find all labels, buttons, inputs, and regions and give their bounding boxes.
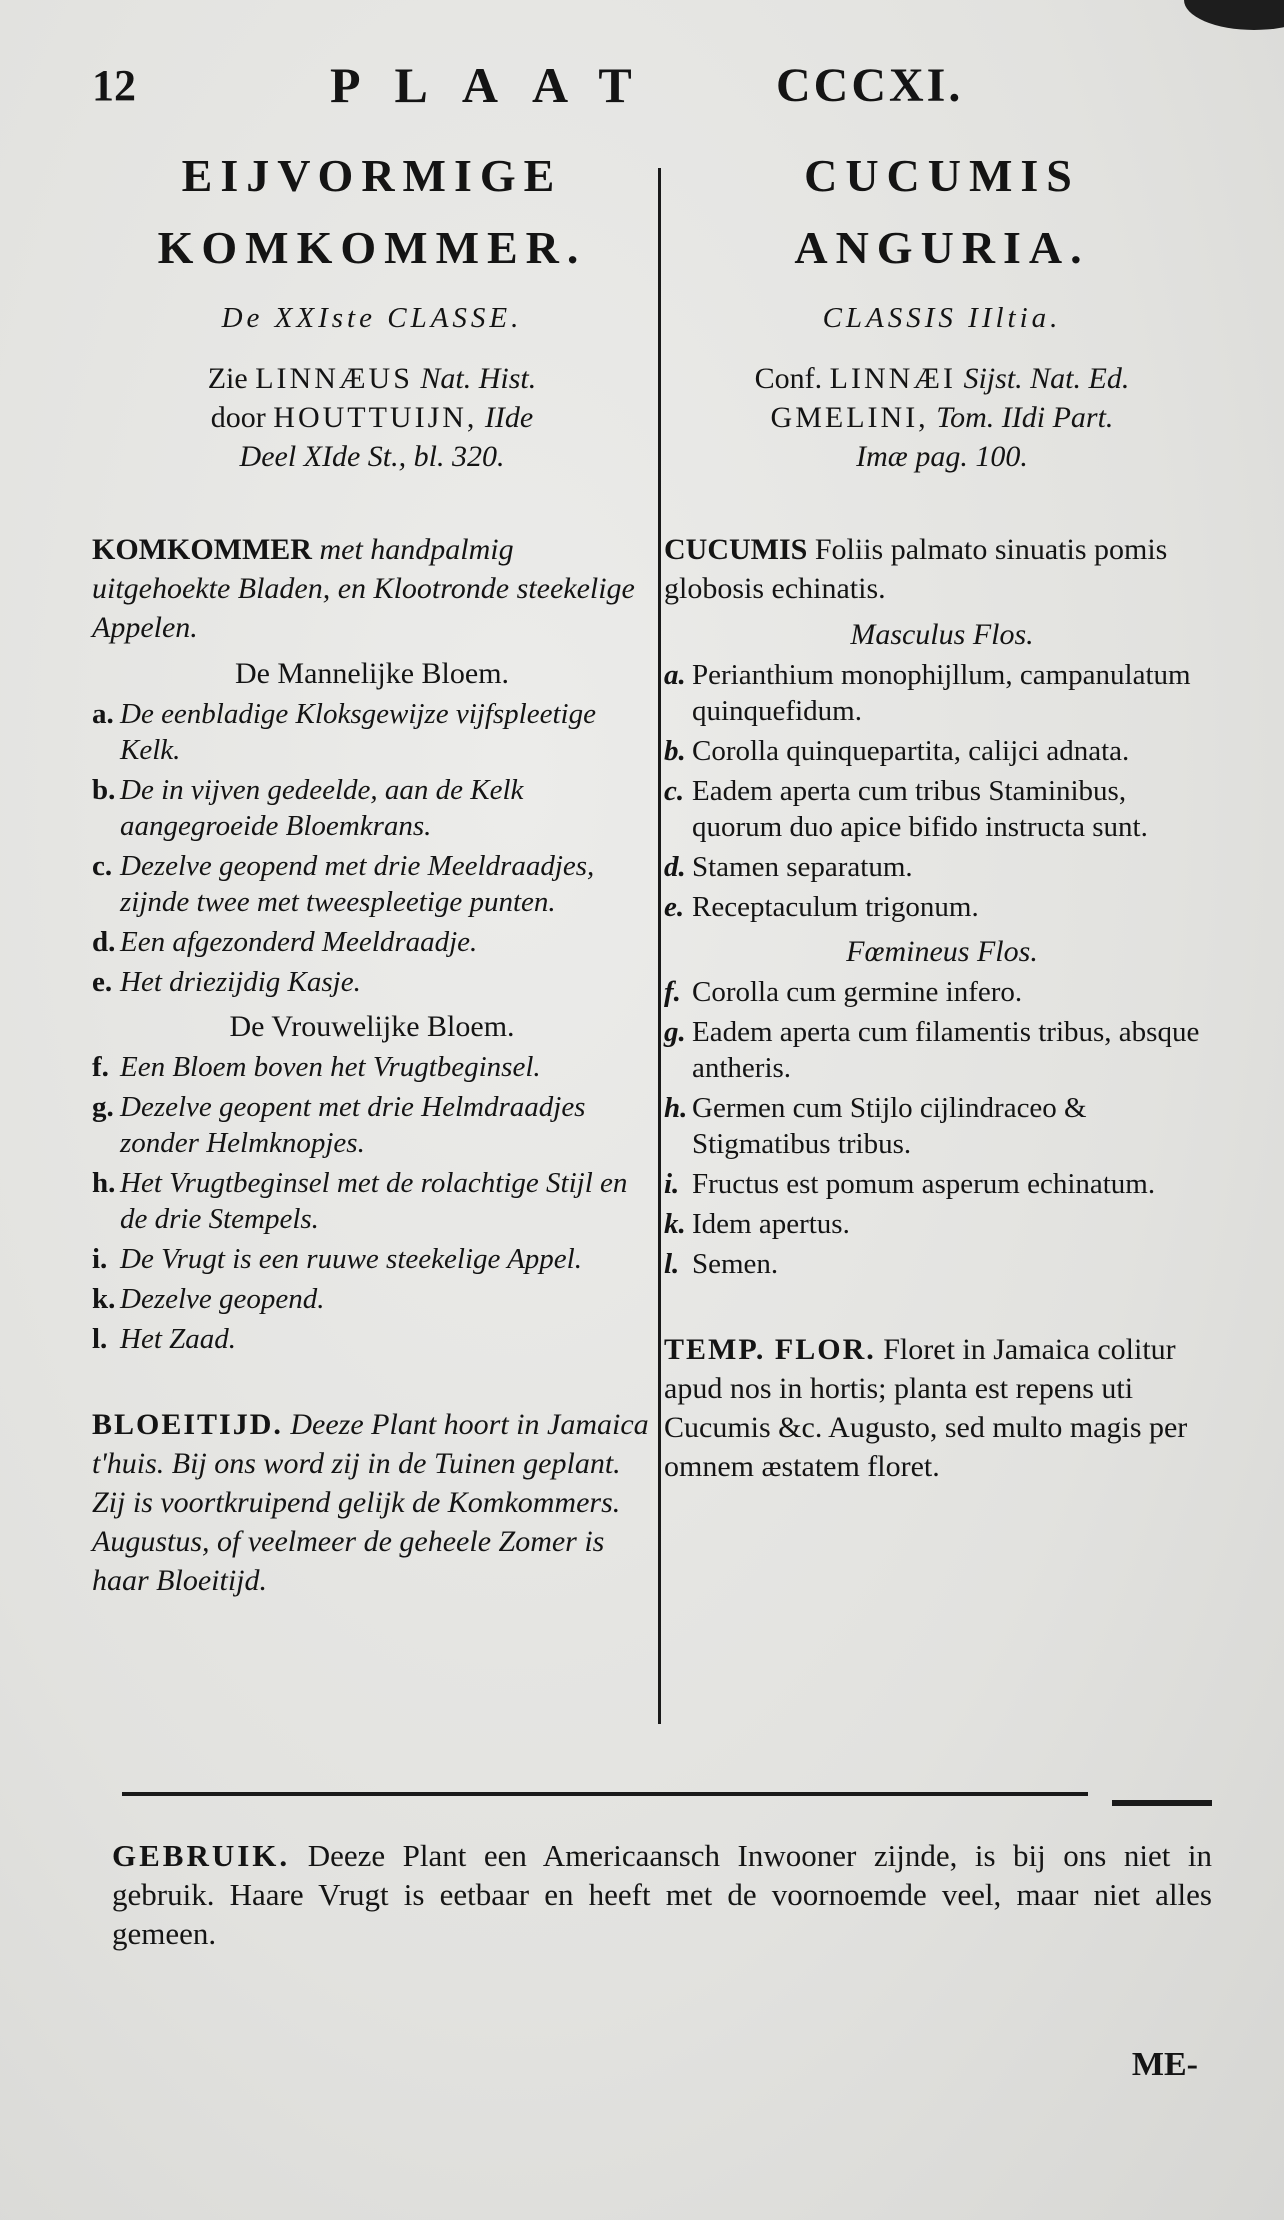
item-text: De eenbladige Kloksgewijze vijfspleetige Kelk. <box>120 698 596 766</box>
item-text: Germen cum Stijlo cijlindraceo & Stigmatibus tribus. <box>692 1092 1087 1160</box>
item-text: Eadem aperta cum filamentis tribus, absque antheris. <box>692 1016 1200 1084</box>
item-letter: d. <box>664 851 686 883</box>
item-text: Idem apertus. <box>692 1208 850 1240</box>
item-text: Dezelve geopent met drie Helmdraadjes zonder Helmknopjes. <box>120 1091 586 1159</box>
dutch-class-line: De XXIste CLASSE. <box>221 302 523 334</box>
ref-deel: Deel XIde St., bl. 320. <box>239 440 505 473</box>
desc-name: KOMKOMMER <box>92 533 312 566</box>
latin-title-line-1: CUCUMIS <box>804 150 1080 201</box>
dutch-description <box>92 530 652 647</box>
latin-temp-flor <box>664 1330 1220 1486</box>
dutch-bloeitijd <box>92 1405 652 1600</box>
ref-imae: Imæ pag. 100. <box>856 440 1028 473</box>
desc-text: met handpalmig uitgehoekte Bladen, en Klootronde steekelige Appelen. <box>92 533 635 644</box>
item-letter: g. <box>664 1016 686 1048</box>
bloeitijd-text: Deeze Plant hoort in Jamaica t'huis. Bij ons word zij in de Tuinen geplant. Zij is voortkruipend gelijk de Komkommers. Augustus, of veelmeer de geheele Zomer is haar Bloeitijd. <box>92 1408 649 1597</box>
item-text: Een Bloem boven het Vrugtbeginsel. <box>120 1051 541 1083</box>
list-item <box>92 1241 652 1277</box>
gebruik-label: GEBRUIK. <box>112 1838 291 1873</box>
item-letter: i. <box>664 1168 680 1200</box>
ref-houttuijn: HOUTTUIJN, <box>273 401 478 434</box>
item-text: Perianthium monophijllum, campanulatum quinquefidum. <box>692 659 1191 727</box>
gebruik-paragraph <box>112 1836 1212 1953</box>
section-divider <box>122 1792 1088 1796</box>
bloeitijd-label: BLOEITIJD. <box>92 1408 283 1441</box>
list-item <box>92 1049 652 1085</box>
item-letter: f. <box>664 976 681 1008</box>
ref-linnaei: LINNÆI <box>829 362 956 395</box>
column-divider <box>658 168 661 1724</box>
list-item <box>664 733 1220 769</box>
item-letter: h. <box>92 1167 116 1199</box>
item-text: Receptaculum trigonum. <box>692 891 979 923</box>
latin-reference <box>664 359 1220 476</box>
item-letter: f. <box>92 1051 109 1083</box>
dutch-column <box>92 140 652 1600</box>
latin-description <box>664 530 1220 608</box>
dutch-reference <box>92 359 652 476</box>
list-item <box>664 974 1220 1010</box>
running-header <box>0 54 1284 124</box>
item-text: Eadem aperta cum tribus Staminibus, quorum duo apice bifido instructa sunt. <box>692 775 1148 843</box>
latin-title-line-2: ANGURIA. <box>794 222 1090 273</box>
latin-column <box>664 140 1220 1486</box>
ref-zie: Zie <box>207 362 248 395</box>
item-text: Semen. <box>692 1248 779 1280</box>
page-corner-shadow <box>1184 0 1284 30</box>
item-letter: h. <box>664 1092 688 1124</box>
item-letter: c. <box>92 850 113 882</box>
list-item <box>92 1089 652 1161</box>
item-text: Corolla quinquepartita, calijci adnata. <box>692 735 1130 767</box>
list-item <box>664 1090 1220 1162</box>
plate-number: CCCXI. <box>776 59 964 112</box>
ref-linnaeus: LINNÆUS <box>255 362 413 395</box>
item-letter: g. <box>92 1091 114 1123</box>
gebruik-text: Deeze Plant een Americaansch Inwooner zijnde, is bij ons niet in gebruik. Haare Vrugt is eetbaar en heeft met de voornoemde veel, maar niet alles gemeen. <box>112 1838 1213 1951</box>
list-item <box>664 1014 1220 1086</box>
item-letter: b. <box>664 735 686 767</box>
item-text: Het Zaad. <box>120 1323 236 1355</box>
item-letter: k. <box>664 1208 686 1240</box>
female-item-list <box>664 974 1220 1282</box>
list-item <box>664 1206 1220 1242</box>
list-item <box>92 1281 652 1317</box>
female-flower-heading: Fœmineus Flos. <box>846 935 1038 968</box>
male-item-list <box>92 696 652 1000</box>
temp-flor-label: TEMP. FLOR. <box>664 1333 876 1366</box>
desc-name: CUCUMIS <box>664 533 808 566</box>
list-item <box>92 1165 652 1237</box>
item-letter: l. <box>92 1323 108 1355</box>
list-item <box>92 1321 652 1357</box>
section-divider-end <box>1112 1800 1212 1806</box>
item-text: Dezelve geopend. <box>120 1283 325 1315</box>
list-item <box>664 1166 1220 1202</box>
item-letter: c. <box>664 775 685 807</box>
ref-iide: IIde <box>484 401 534 434</box>
list-item <box>664 657 1220 729</box>
desc-text: Foliis palmato sinuatis pomis globosis echinatis. <box>664 533 1168 605</box>
item-text: Dezelve geopend met drie Meeldraadjes, zijnde twee met tweespleetige punten. <box>120 850 595 918</box>
temp-flor-text: Floret in Jamaica colitur apud nos in hortis; planta est repens uti Cucumis &c. Augusto, sed multo magis per omnem æstatem floret. <box>664 1333 1188 1483</box>
item-letter: k. <box>92 1283 116 1315</box>
ref-tom: Tom. IIdi Part. <box>936 401 1114 434</box>
ref-nat-hist: Nat. Hist. <box>420 362 537 395</box>
item-text: Het Vrugtbeginsel met de rolachtige Stijl en de drie Stempels. <box>120 1167 628 1235</box>
dutch-title <box>92 140 652 284</box>
female-item-list <box>92 1049 652 1357</box>
item-text: De in vijven gedeelde, aan de Kelk aangegroeide Bloemkrans. <box>120 774 524 842</box>
list-item <box>92 964 652 1000</box>
latin-class-line: CLASSIS IIltia. <box>822 302 1062 334</box>
item-letter: l. <box>664 1248 680 1280</box>
item-letter: i. <box>92 1243 108 1275</box>
item-letter: a. <box>92 698 114 730</box>
item-text: Een afgezonderd Meeldraadje. <box>120 926 478 958</box>
item-letter: a. <box>664 659 686 691</box>
item-text: De Vrugt is een ruuwe steekelige Appel. <box>120 1243 582 1275</box>
list-item <box>664 773 1220 845</box>
item-text: Corolla cum germine infero. <box>692 976 1023 1008</box>
latin-title <box>664 140 1220 284</box>
list-item <box>92 772 652 844</box>
item-letter: e. <box>664 891 685 923</box>
list-item <box>92 924 652 960</box>
list-item <box>664 849 1220 885</box>
dutch-title-line-1: EIJVORMIGE <box>181 150 563 201</box>
dutch-title-line-2: KOMKOMMER. <box>157 222 587 273</box>
list-item <box>92 848 652 920</box>
item-text: Stamen separatum. <box>692 851 913 883</box>
item-text: Fructus est pomum asperum echinatum. <box>692 1168 1156 1200</box>
catchword: ME- <box>1131 2046 1198 2083</box>
item-letter: e. <box>92 966 113 998</box>
male-item-list <box>664 657 1220 925</box>
plate-label: PLAAT <box>330 57 666 113</box>
item-text: Het driezijdig Kasje. <box>120 966 361 998</box>
page-number: 12 <box>92 61 136 110</box>
ref-door: door <box>210 401 266 434</box>
list-item <box>664 889 1220 925</box>
female-flower-heading: De Vrouwelijke Bloem. <box>229 1010 515 1043</box>
list-item <box>664 1246 1220 1282</box>
male-flower-heading: De Mannelijke Bloem. <box>234 657 510 690</box>
ref-gmelini: GMELINI, <box>770 401 929 434</box>
item-letter: b. <box>92 774 116 806</box>
ref-conf: Conf. <box>754 362 823 395</box>
item-letter: d. <box>92 926 116 958</box>
list-item <box>92 696 652 768</box>
male-flower-heading: Masculus Flos. <box>850 618 1034 651</box>
ref-sijst: Sijst. Nat. Ed. <box>963 362 1130 395</box>
